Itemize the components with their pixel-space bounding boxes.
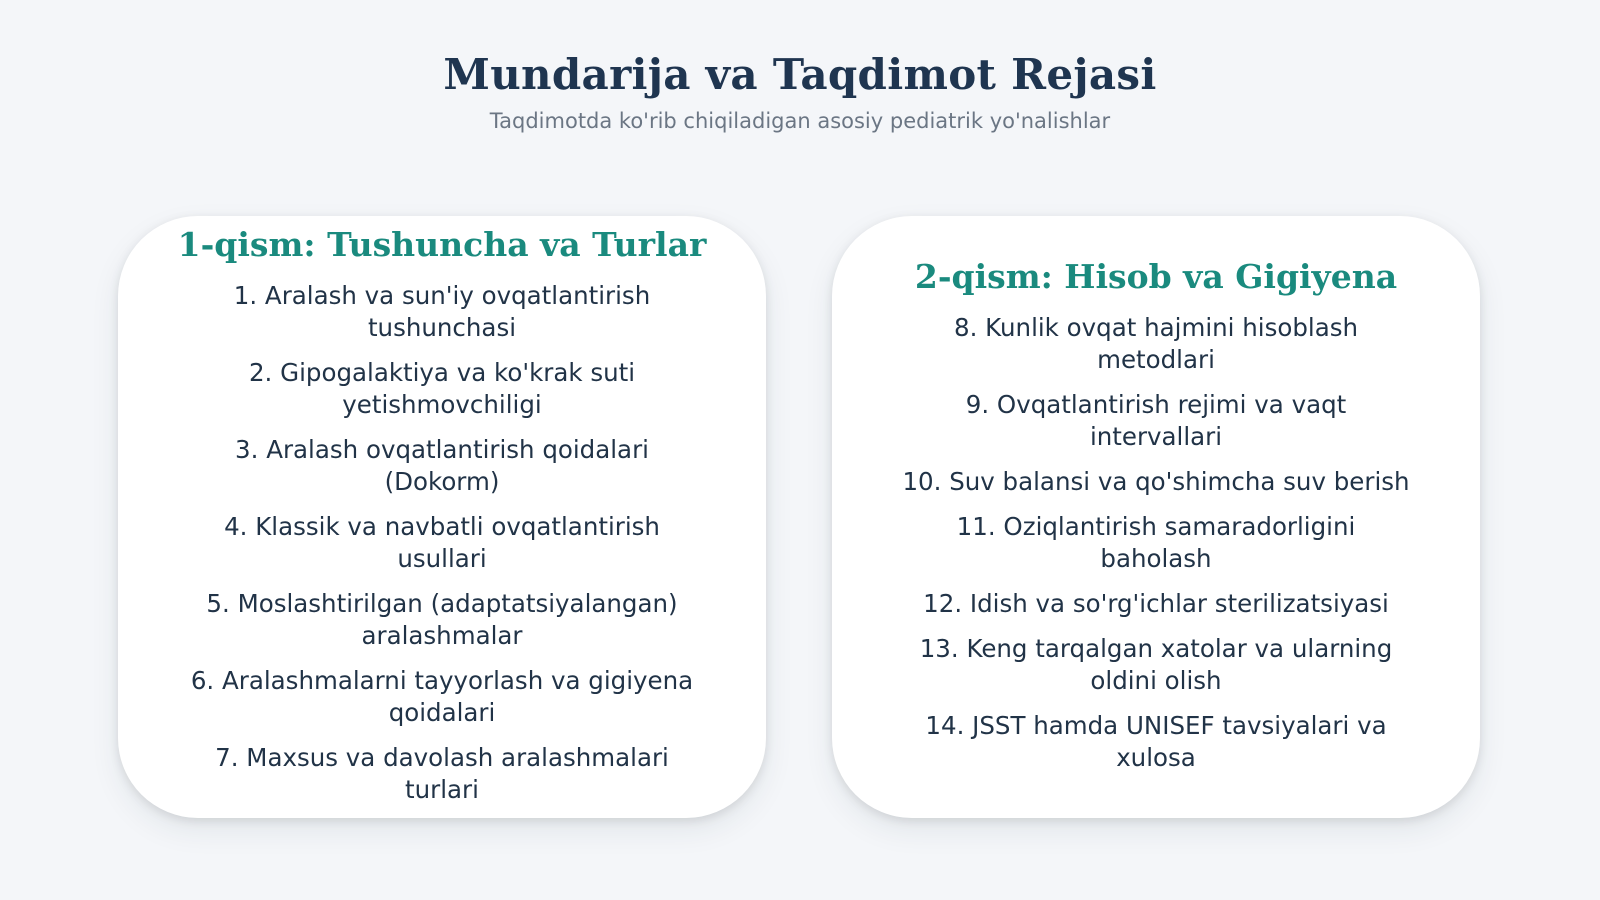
section-item-list xyxy=(178,274,706,813)
section-card-part-1 xyxy=(118,216,766,818)
section-title: 2-qism: Hisob va Gigiyena xyxy=(914,256,1398,296)
list-item: 12. Idish va so'rg'ichlar sterilizatsiyasi xyxy=(923,589,1389,618)
list-item: 13. Keng tarqalgan xatolar va ularning oldini olish xyxy=(919,634,1393,695)
list-item: 8. Kunlik ovqat hajmini hisoblash metodlari xyxy=(954,313,1358,374)
list-item: 3. Aralash ovqatlantirish qoidalari (Dokorm) xyxy=(235,435,649,496)
page-header xyxy=(0,44,1600,136)
section-card-part-2 xyxy=(832,216,1480,818)
list-item: 4. Klassik va navbatli ovqatlantirish usullari xyxy=(224,512,660,573)
section-item-list xyxy=(892,306,1420,781)
list-item: 7. Maxsus va davolash aralashmalari turlari xyxy=(215,743,669,804)
list-item: 6. Aralashmalarni tayyorlash va gigiyena qoidalari xyxy=(190,666,694,727)
page-title: Mundarija va Taqdimot Rejasi xyxy=(443,50,1157,99)
list-item: 11. Oziqlantirish samaradorligini baholash xyxy=(956,512,1356,573)
page-subtitle: Taqdimotda ko'rib chiqiladigan asosiy pediatrik yo'nalishlar xyxy=(489,109,1111,133)
list-item: 5. Moslashtirilgan (adaptatsiyalangan) aralashmalar xyxy=(206,589,678,650)
list-item: 10. Suv balansi va qo'shimcha suv berish xyxy=(902,467,1410,496)
list-item: 2. Gipogalaktiya va ko'krak suti yetishmovchiligi xyxy=(248,358,636,419)
section-title: 1-qism: Tushuncha va Turlar xyxy=(177,224,707,264)
list-item: 9. Ovqatlantirish rejimi va vaqt intervallari xyxy=(965,390,1347,451)
list-item: 14. JSST hamda UNISEF tavsiyalari va xulosa xyxy=(925,711,1387,772)
list-item: 1. Aralash va sun'iy ovqatlantirish tushunchasi xyxy=(233,281,651,342)
